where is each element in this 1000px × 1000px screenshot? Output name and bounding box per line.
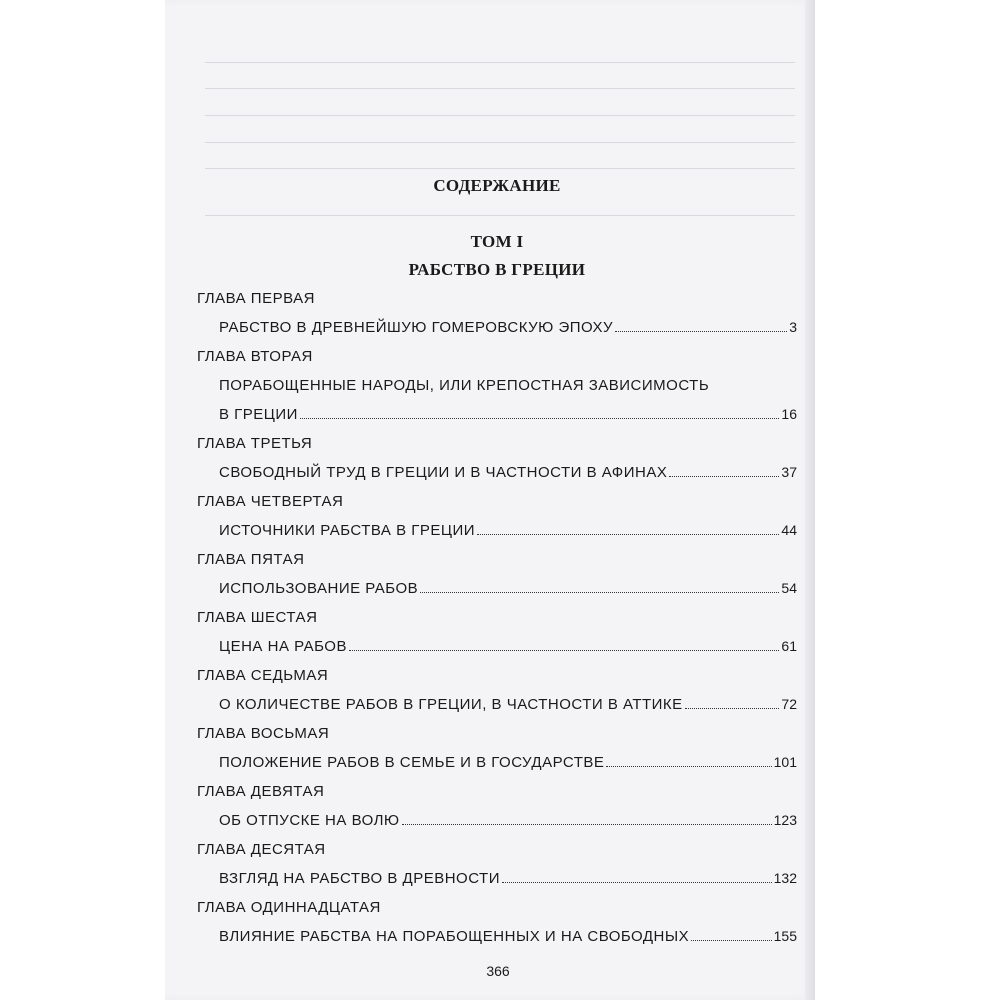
chapter-title: ИСПОЛЬЗОВАНИЕ РАБОВ [219,580,419,597]
dot-leader [349,638,779,651]
chapter-label: ГЛАВА СЕДЬМАЯ [197,667,329,684]
chapter-label: ГЛАВА ТРЕТЬЯ [197,435,313,452]
bleed-through-line [205,88,795,89]
chapter-label: ГЛАВА ДЕВЯТАЯ [197,783,325,800]
page-number: 132 [773,870,797,886]
toc-entry[interactable] [197,783,797,841]
chapter-title: ЦЕНА НА РАБОВ [219,638,347,655]
toc-entry[interactable] [197,667,797,725]
chapter-title-line1: ПОРАБОЩЕННЫЕ НАРОДЫ, ИЛИ КРЕПОСТНАЯ ЗАВИСИМОСТЬ [219,377,710,394]
chapter-title: ВЗГЛЯД НА РАБСТВО В ДРЕВНОСТИ [219,870,500,887]
chapter-title: ВЛИЯНИЕ РАБСТВА НА ПОРАБОЩЕННЫХ И НА СВОБОДНЫХ [219,928,690,945]
chapter-title: СВОБОДНЫЙ ТРУД В ГРЕЦИИ И В ЧАСТНОСТИ В АФИНАХ [219,464,668,481]
chapter-label: ГЛАВА ПЕРВАЯ [197,290,315,307]
dot-leader [300,406,779,419]
page-number: 101 [773,754,797,770]
dot-leader [402,812,772,825]
toc-entry[interactable] [197,348,797,435]
page-edge [805,0,815,1000]
chapter-label: ГЛАВА ВОСЬМАЯ [197,725,330,742]
chapter-title-line2: В ГРЕЦИИ [219,406,298,423]
page-number: 37 [781,464,797,480]
chapter-title: ОБ ОТПУСКЕ НА ВОЛЮ [219,812,400,829]
toc-entry[interactable] [197,899,797,957]
folio-page-number: 366 [486,963,510,979]
dot-leader [420,580,779,593]
bleed-through-line [205,215,795,216]
bleed-through-line [205,115,795,116]
chapter-title: О КОЛИЧЕСТВЕ РАБОВ В ГРЕЦИИ, В ЧАСТНОСТИ В АТТИКЕ [219,696,683,713]
toc-entry[interactable] [197,841,797,899]
table-of-contents [197,290,797,957]
chapter-label: ГЛАВА ДЕСЯТАЯ [197,841,326,858]
chapter-title: РАБСТВО В ДРЕВНЕЙШУЮ ГОМЕРОВСКУЮ ЭПОХУ [219,319,614,336]
dot-leader [685,696,780,709]
contents-heading: СОДЕРЖАНИЕ [433,176,561,195]
bleed-through-line [205,142,795,143]
chapter-title: ПОЛОЖЕНИЕ РАБОВ В СЕМЬЕ И В ГОСУДАРСТВЕ [219,754,605,771]
toc-entry[interactable] [197,493,797,551]
chapter-title: ИСТОЧНИКИ РАБСТВА В ГРЕЦИИ [219,522,476,539]
toc-entry[interactable] [197,725,797,783]
dot-leader [477,522,779,535]
dot-leader [502,870,772,883]
volume-heading: ТОМ I [470,232,524,251]
page-number: 61 [781,638,797,654]
page-number: 44 [781,522,797,538]
chapter-label: ГЛАВА ПЯТАЯ [197,551,305,568]
chapter-label: ГЛАВА ВТОРАЯ [197,348,313,365]
page-number: 3 [789,319,797,335]
toc-entry[interactable] [197,551,797,609]
dot-leader [669,464,779,477]
volume-title: РАБСТВО В ГРЕЦИИ [408,260,586,279]
chapter-label: ГЛАВА ОДИННАДЦАТАЯ [197,899,381,916]
page-number: 72 [781,696,797,712]
bleed-through-line [205,62,795,63]
toc-entry[interactable] [197,609,797,667]
page-number: 54 [781,580,797,596]
page-number: 16 [781,406,797,422]
page-number: 155 [773,928,797,944]
bleed-through-line [205,168,795,169]
page-number: 123 [773,812,797,828]
toc-entry[interactable] [197,435,797,493]
dot-leader [615,319,787,332]
dot-leader [691,928,771,941]
dot-leader [606,754,771,767]
toc-entry[interactable] [197,290,797,348]
chapter-label: ГЛАВА ШЕСТАЯ [197,609,318,626]
chapter-label: ГЛАВА ЧЕТВЕРТАЯ [197,493,344,510]
